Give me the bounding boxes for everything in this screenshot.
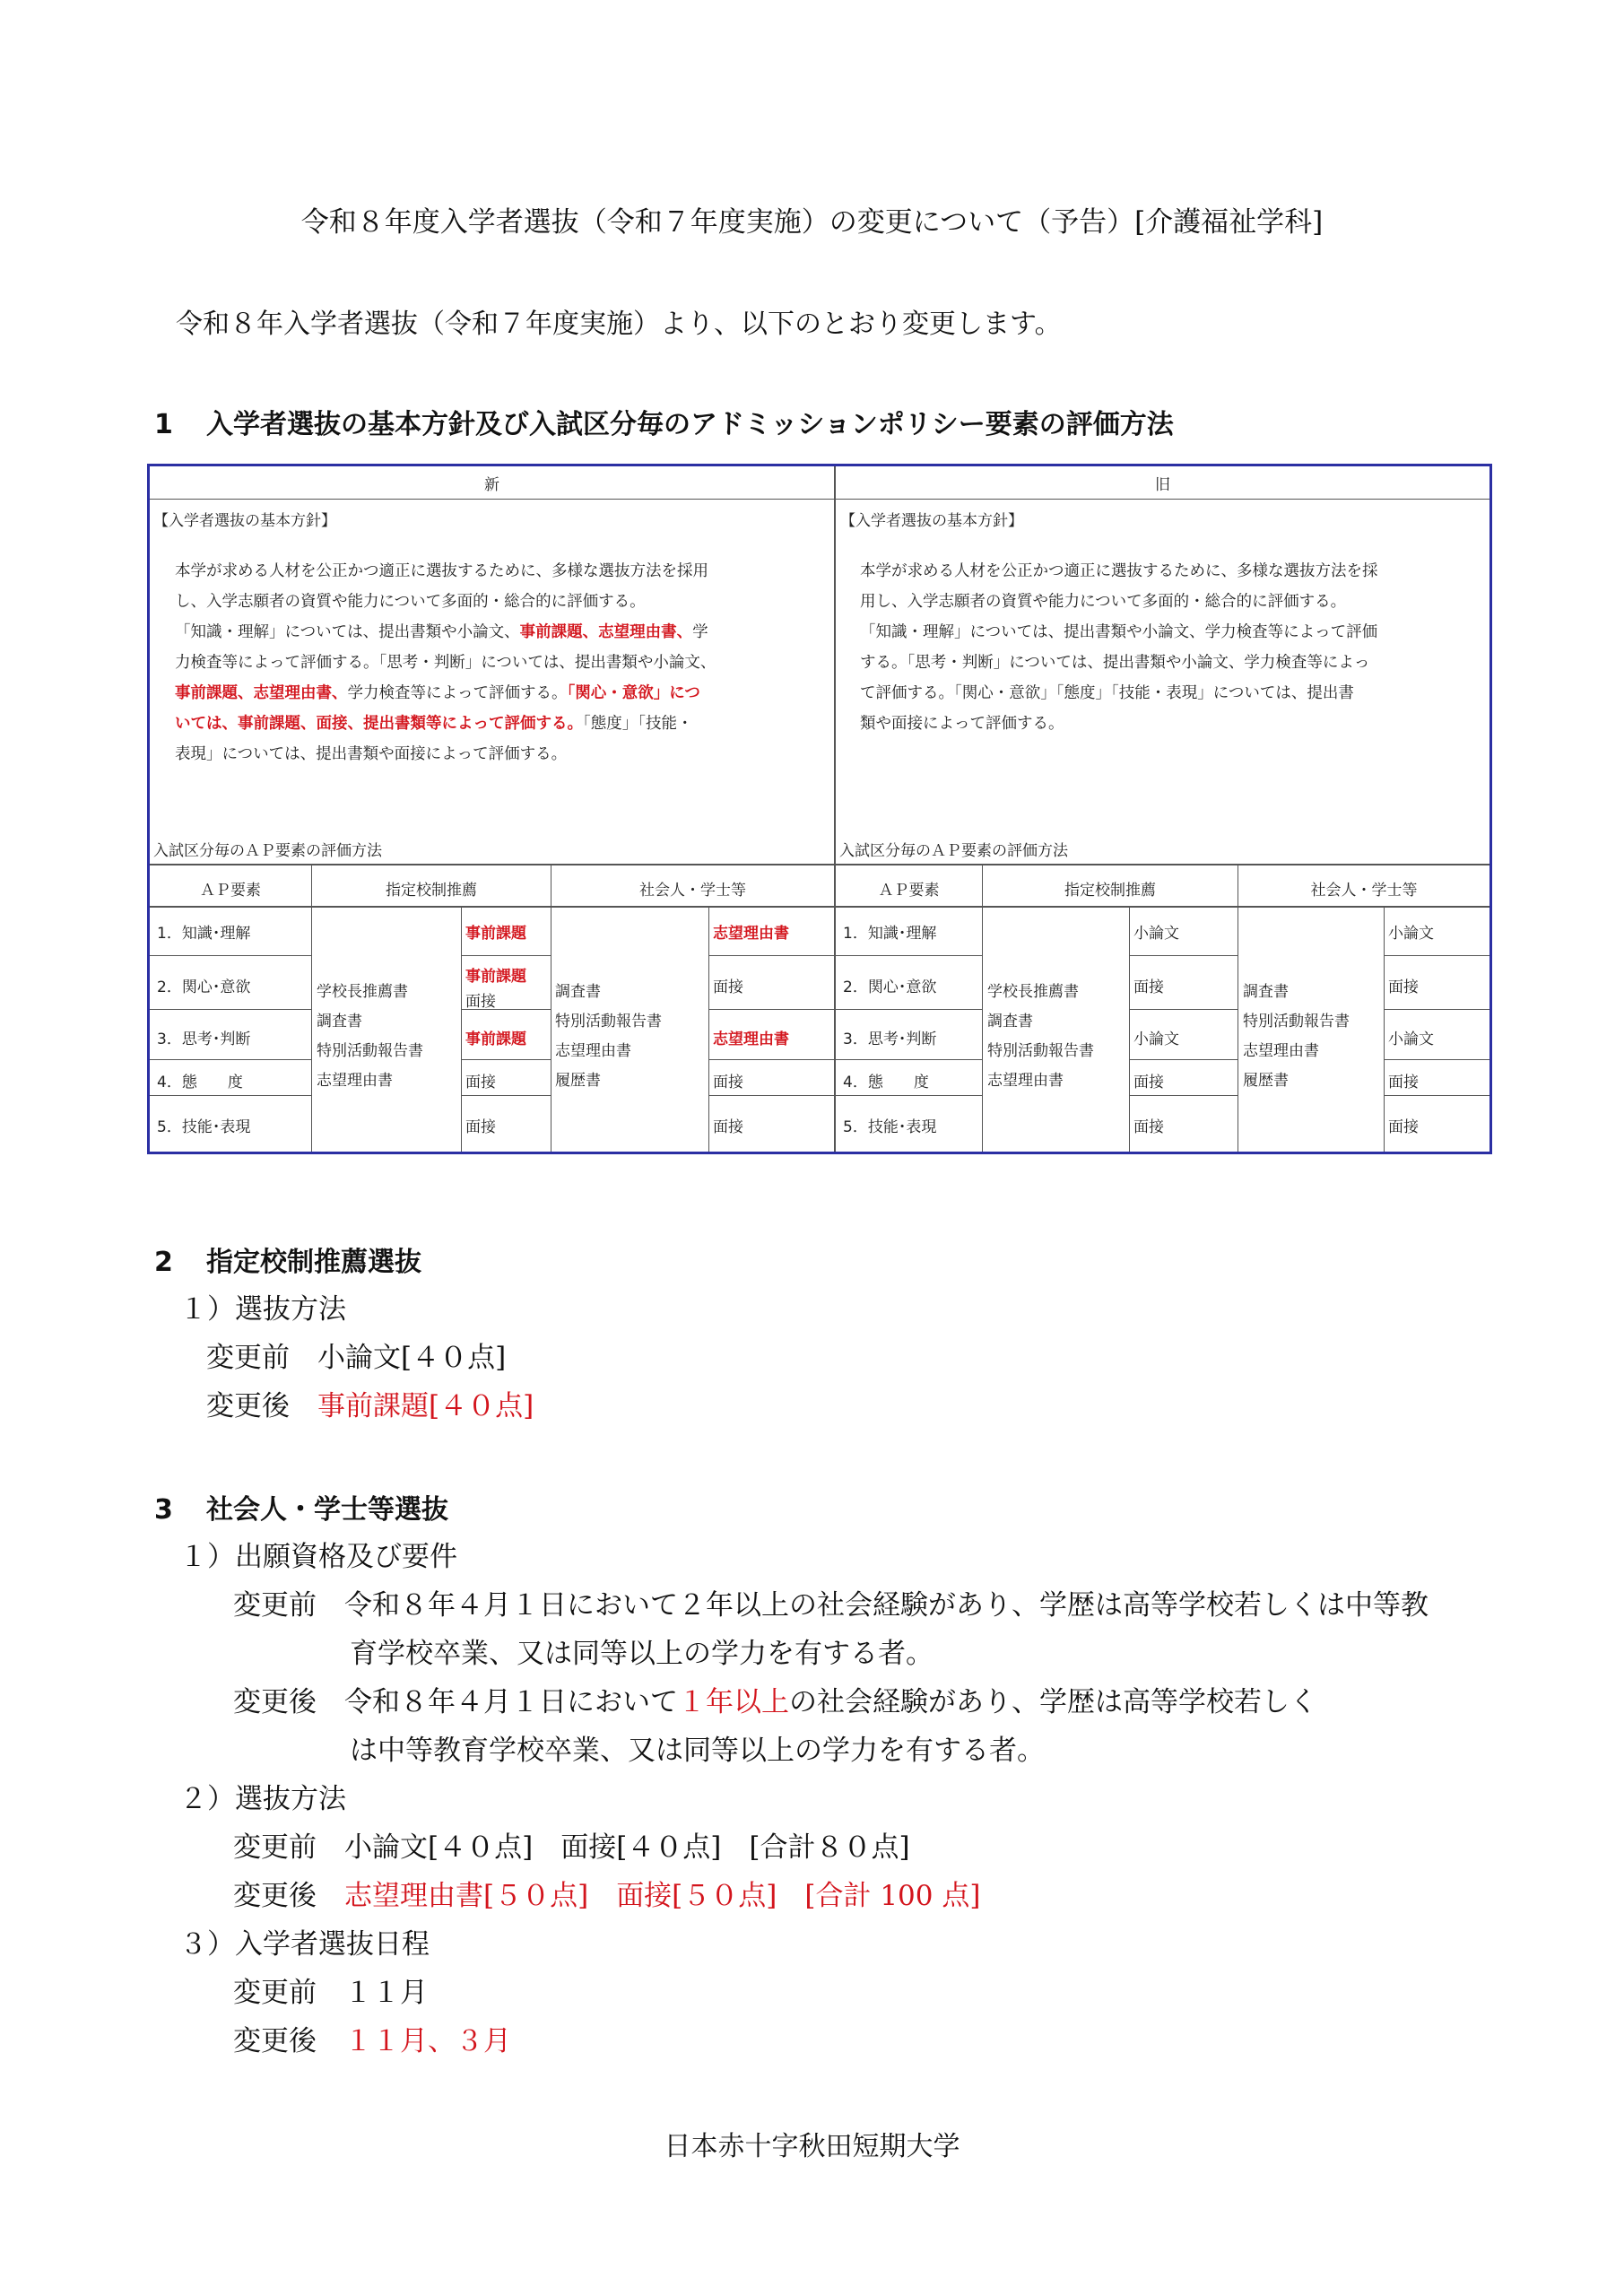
section2-title: 指定校制推薦選抜 [206,1247,421,1278]
new-ap-method-label: 入試区分毎のＡＰ要素の評価方法 [153,842,382,860]
section3-sub3: ３）入学者選抜日程 [179,1928,430,1961]
old-designated-method-5: 面接 [1133,1118,1164,1136]
old-col-adult: 社会人・学士等 [1310,882,1418,900]
section1-heading [154,402,1174,441]
old-policy-label: 【入学者選抜の基本方針】 [840,512,1023,530]
section2-after: 変更後 事前課題[４０点] [206,1390,534,1422]
section3-s3-after: 変更後 １１月、３月 [233,2025,511,2057]
old-designated-method-2: 面接 [1133,978,1164,996]
old-designated-method-3: 小論文 [1133,1031,1179,1048]
new-column-header: 新 [484,476,499,494]
section2-before: 変更前 小論文[４０点] [206,1342,507,1374]
new-policy-label: 【入学者選抜の基本方針】 [153,512,336,530]
new-designated-method-2: 事前課題 [465,968,526,986]
section1-title: 入学者選抜の基本方針及び入試区分毎のアドミッションポリシー要素の評価方法 [206,409,1174,440]
old-designated-docs: 学校長推薦書 調査書 特別活動報告書 志望理由書 [987,983,1094,1090]
document-title: 令和８年度入学者選抜（令和７年度実施）の変更について（予告）[介護福祉学科] [300,206,1324,239]
old-adult-method-4: 面接 [1388,1074,1419,1091]
section3-sub1: １）出願資格及び要件 [179,1541,457,1573]
old-adult-method-1: 小論文 [1388,925,1434,943]
new-designated-method-4: 面接 [465,1074,496,1091]
new-element-2: 2．関心･意欲 [157,978,251,996]
institution-name: 日本赤十字秋田短期大学 [664,2131,960,2162]
new-designated-docs: 学校長推薦書 調査書 特別活動報告書 志望理由書 [317,983,423,1090]
section1-number: 1 [154,409,173,440]
section3-title: 社会人・学士等選抜 [206,1494,448,1526]
old-element-2: 2．関心･意欲 [843,978,937,996]
new-adult-method-4: 面接 [713,1074,743,1091]
new-adult-method-5: 面接 [713,1118,743,1136]
new-designated-method-5: 面接 [465,1118,496,1136]
old-element-1: 1．知識･理解 [843,925,937,943]
old-designated-method-1: 小論文 [1133,925,1179,943]
new-element-4: 4．態 度 [157,1074,243,1091]
old-designated-method-4: 面接 [1133,1074,1164,1091]
section2-heading [154,1239,421,1279]
section3-s1-before: 変更前 令和８年４月１日において２年以上の社会経験があり、学歴は高等学校若しくは中等教 [233,1589,1429,1622]
old-policy-text: 本学が求める人材を公正かつ適正に選抜するために、多様な選抜方法を採 用し、入学志願者の資質や能力について多面的・総合的に評価する。 「知識・理解」については、提出書類や小論文、学力検査等によって評価 する。「思考・判断」については、提出書類や小論文、学力検査等によっ て評価する。「関心・意欲」「態度」「技能・表現」については、提出書 類や面接によって評価する。 [860,562,1378,733]
new-designated-method-1: 事前課題 [465,925,526,943]
old-col-ap: ＡＰ要素 [878,882,940,900]
new-designated-method-2b: 面接 [465,993,496,1011]
section3-s1-before-l2: 育学校卒業、又は同等以上の学力を有する者。 [350,1638,934,1670]
section2-number: 2 [154,1247,173,1278]
section3-s2-before: 変更前 小論文[４０点] 面接[４０点] [合計８０点] [233,1831,910,1864]
new-element-5: 5．技能･表現 [157,1118,251,1136]
new-col-adult: 社会人・学士等 [639,882,746,900]
old-adult-method-3: 小論文 [1388,1031,1434,1048]
new-policy-text: 本学が求める人材を公正かつ適正に選抜するために、多様な選抜方法を採用 し、入学志願者の資質や能力について多面的・総合的に評価する。 「知識・理解」については、提出書類や小論文、事前課題、志望理由書、学 力検査等によって評価する。「思考・判断」については、提出書類や小論文、 事前課題、志望理由書、学力検査等によって評価する。「関心・意欲」につ いては、事前課題、面接、提出書類等によって評価する。「態度」「技能・ 表現」については、提出書類や面接によって評価する。 [175,562,716,763]
section3-number: 3 [154,1494,173,1526]
old-element-3: 3．思考･判断 [843,1031,937,1048]
section3-s1-after: 変更後 令和８年４月１日において１年以上の社会経験があり、学歴は高等学校若しく [233,1686,1317,1718]
comparison-table [147,464,1492,1154]
new-adult-docs: 調査書 特別活動報告書 志望理由書 履歴書 [555,983,662,1090]
new-col-ap: ＡＰ要素 [200,882,261,900]
old-element-4: 4．態 度 [843,1074,929,1091]
new-element-3: 3．思考･判断 [157,1031,251,1048]
old-adult-method-2: 面接 [1388,978,1419,996]
section3-s1-after-l2: は中等教育学校卒業、又は同等以上の学力を有する者。 [350,1735,1045,1767]
new-designated-method-3: 事前課題 [465,1031,526,1048]
section2-sub1: １）選抜方法 [179,1293,346,1326]
new-col-designated: 指定校制推薦 [386,882,477,900]
section3-s3-before: 変更前 １１月 [233,1977,428,2009]
old-adult-docs: 調査書 特別活動報告書 志望理由書 履歴書 [1243,983,1350,1090]
section3-sub2: ２）選抜方法 [179,1783,346,1815]
new-adult-method-1: 志望理由書 [713,925,789,943]
section3-heading [154,1487,448,1526]
new-element-1: 1．知識･理解 [157,925,251,943]
old-adult-method-5: 面接 [1388,1118,1419,1136]
section3-s2-after: 変更後 志望理由書[５０点] 面接[５０点] [合計 100 点] [233,1880,981,1912]
new-adult-method-3: 志望理由書 [713,1031,789,1048]
new-adult-method-2: 面接 [713,978,743,996]
old-element-5: 5．技能･表現 [843,1118,937,1136]
intro-text: 令和８年入学者選抜（令和７年度実施）より、以下のとおり変更します。 [176,309,1062,340]
old-ap-method-label: 入試区分毎のＡＰ要素の評価方法 [839,842,1068,860]
old-column-header: 旧 [1155,476,1170,494]
old-col-designated: 指定校制推薦 [1064,882,1156,900]
